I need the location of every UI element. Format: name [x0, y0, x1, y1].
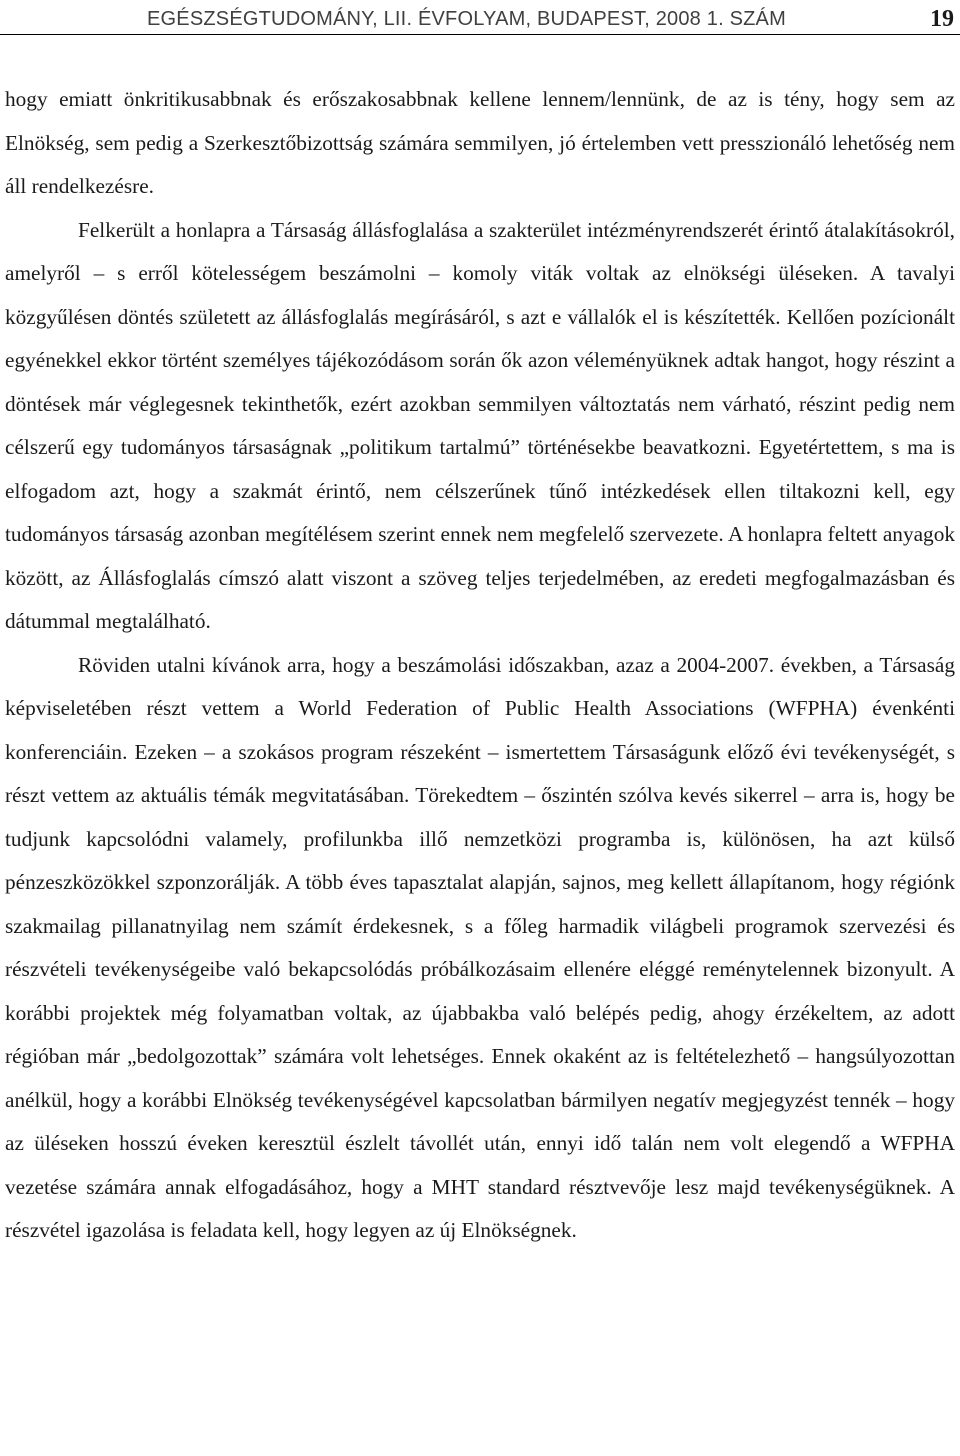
paragraph-wfpha-report: Röviden utalni kívánok arra, hogy a beszámolási időszakban, azaz a 2004-2007. években, a Társaság képviseletében részt vettem a World Federation of Public Health Associations (WFPHA) évenkénti konferenciáin. Ezeken – a szokásos program részeként – ismertettem Társaságunk előző évi tevékenységét, s részt vettem az aktuális témák megvitatásában. Törekedtem – őszintén szólva kevés sikerrel – arra is, hogy be tudjunk kapcsolódni valamely, profilunkba illő nemzetközi programba is, különösen, ha azt külső pénzeszközökkel szponzorálják. A több éves tapasztalat alapján, sajnos, meg kellett állapítanom, hogy régiónk szakmailag pillanatnyilag nem számít érdekesnek, s a főleg harmadik világbeli programok szervezési és részvételi tevékenységeibe való bekapcsolódás próbálkozásaim ellenére eléggé reménytelennek bizonyult. A korábbi projektek még folyamatban voltak, az újabbakba való belépés pedig, ahogy érzékeltem, az adott régióban már „bedolgozottak” számára volt lehetséges. Ennek okaként az is feltételezhető – hangsúlyozottan anélkül, hogy a korábbi Elnökség tevékenységével kapcsolatban bármilyen negatív megjegyzést tennék – hogy az üléseken hosszú éveken keresztül észlelt távollét után, ennyi idő talán nem volt elegendő a WFPHA vezetése számára annak elfogadásához, hogy a MHT standard résztvevője lesz majd tevékenységüknek. A részvétel igazolása is feladata kell, hogy legyen az új Elnökségnek. — [5, 652, 955, 1242]
running-title: EGÉSZSÉGTUDOMÁNY, LII. ÉVFOLYAM, BUDAPEST, 2008 1. SZÁM — [147, 8, 786, 30]
paragraph-position-statement: Felkerült a honlapra a Társaság állásfoglalása a szakterület intézményrendszerét érintő átalakításokról, amelyről – s erről kötelességem beszámolni – komoly viták voltak az elnökségi üléseken. A tavalyi közgyűlésen döntés született az állásfoglalás megírásáról, s azt e vállalók el is készítették. Kellően pozícionált egyénekkel ekkor történt személyes tájékozódásom során ők azon véleményüknek adtak hangot, hogy részint a döntések már véglegesnek tekinthetők, ezért azokban semmilyen változtatás nem várható, részint pedig nem célszerű egy tudományos társaságnak „politikum tartalmú” történésekbe beavatkozni. Egyetértettem, s ma is elfogadom azt, hogy a szakmát érintő, nem célszerűnek tűnő intézkedések ellen tiltakozni kell, egy tudományos társaság azonban megítélésem szerint ennek nem megfelelő szervezete. A honlapra feltett anyagok között, az Állásfoglalás címszó alatt viszont a szöveg teljes terjedelmében, az eredeti megfogalmazásban és dátummal megtalálható. — [5, 217, 955, 633]
paragraph-continuation: hogy emiatt önkritikusabbnak és erőszakosabbnak kellene lennem/lennünk, de az is tény, hogy sem az Elnökség, sem pedig a Szerkesztőbizottság számára semmilyen, jó értelemben vett presszionáló lehetőség nem áll rendelkezésre. — [5, 87, 955, 198]
article-body — [5, 78, 955, 1253]
running-header — [0, 4, 960, 35]
page-number: 19 — [930, 6, 954, 32]
